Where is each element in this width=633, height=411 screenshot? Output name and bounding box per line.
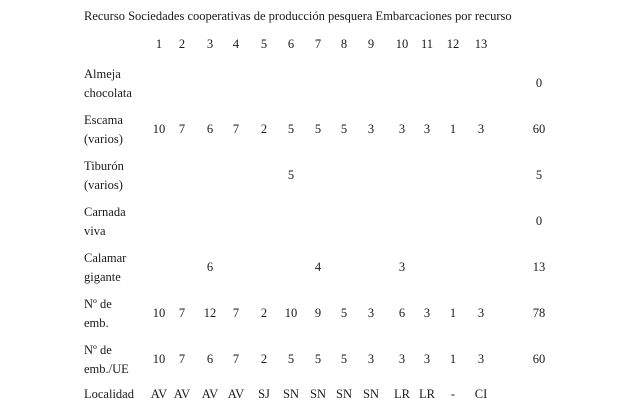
table-cell: 7 bbox=[178, 306, 186, 320]
table-cell: 7 bbox=[178, 122, 186, 136]
column-header: 10 bbox=[395, 37, 409, 51]
row-total: 13 bbox=[532, 260, 546, 274]
row-label bbox=[84, 203, 126, 241]
row-label bbox=[84, 295, 112, 333]
row-label-line: Localidad bbox=[84, 387, 134, 401]
column-header: 1 bbox=[155, 37, 163, 51]
row-total: 5 bbox=[535, 168, 543, 182]
table-cell: SN bbox=[336, 387, 352, 401]
row-label-line: Tiburón bbox=[84, 159, 124, 173]
table-cell: 10 bbox=[152, 306, 166, 320]
row-label-line: emb./UE bbox=[84, 362, 129, 376]
table-cell: 3 bbox=[477, 122, 485, 136]
row-label-line: Calamar bbox=[84, 251, 127, 265]
row-total: 0 bbox=[535, 76, 543, 90]
table-cell: 1 bbox=[449, 306, 457, 320]
column-header: 11 bbox=[420, 37, 434, 51]
column-header: 3 bbox=[206, 37, 214, 51]
table-cell: 3 bbox=[398, 122, 406, 136]
column-header: 2 bbox=[178, 37, 186, 51]
table-cell: 1 bbox=[449, 122, 457, 136]
row-label-line: chocolata bbox=[84, 86, 132, 100]
table-cell: 5 bbox=[287, 122, 295, 136]
table-cell: 3 bbox=[423, 352, 431, 366]
row-label-line: Carnada bbox=[84, 205, 126, 219]
row-label bbox=[84, 341, 129, 379]
row-label-line: viva bbox=[84, 224, 106, 238]
table-cell: LR bbox=[394, 387, 410, 401]
row-total: 0 bbox=[535, 214, 543, 228]
table-cell: 7 bbox=[232, 122, 240, 136]
table-cell: SN bbox=[310, 387, 326, 401]
table-cell: 10 bbox=[284, 306, 298, 320]
row-label-line: (varios) bbox=[84, 132, 123, 146]
column-header: 4 bbox=[232, 37, 240, 51]
table-cell: 5 bbox=[314, 122, 322, 136]
row-label-line: Nº de bbox=[84, 297, 112, 311]
row-total: 78 bbox=[532, 306, 546, 320]
table-cell: 3 bbox=[423, 122, 431, 136]
table-cell: 6 bbox=[206, 352, 214, 366]
table-cell: AV bbox=[227, 387, 245, 401]
column-header: 5 bbox=[260, 37, 268, 51]
table-cell: 6 bbox=[206, 122, 214, 136]
row-label-line: Almeja bbox=[84, 67, 121, 81]
table-cell: 7 bbox=[232, 352, 240, 366]
table-cell: 7 bbox=[232, 306, 240, 320]
table-cell: SN bbox=[363, 387, 379, 401]
row-label bbox=[84, 157, 124, 195]
table-cell: 2 bbox=[260, 122, 268, 136]
column-header: 12 bbox=[446, 37, 460, 51]
table-cell: 3 bbox=[398, 352, 406, 366]
table-cell: 6 bbox=[206, 260, 214, 274]
row-total: 60 bbox=[532, 122, 546, 136]
table-cell: AV bbox=[173, 387, 191, 401]
table-cell: SJ bbox=[258, 387, 270, 401]
row-label bbox=[84, 65, 132, 103]
table-cell: - bbox=[450, 387, 456, 401]
table-cell: LR bbox=[419, 387, 435, 401]
table-cell: 12 bbox=[203, 306, 217, 320]
column-header: 6 bbox=[287, 37, 295, 51]
column-header: 8 bbox=[340, 37, 348, 51]
column-header: 7 bbox=[314, 37, 322, 51]
table-cell: 1 bbox=[449, 352, 457, 366]
row-label bbox=[84, 111, 123, 149]
table-cell: 5 bbox=[340, 122, 348, 136]
table-title: Recurso Sociedades cooperativas de producción pesquera Embarcaciones por recurso bbox=[84, 9, 512, 23]
table-cell: 3 bbox=[367, 306, 375, 320]
table-cell: SN bbox=[283, 387, 299, 401]
row-label-line: Escama bbox=[84, 113, 123, 127]
table-cell: 7 bbox=[178, 352, 186, 366]
table-cell: AV bbox=[201, 387, 219, 401]
table-cell: 5 bbox=[287, 352, 295, 366]
table-cell: 3 bbox=[477, 352, 485, 366]
row-total: 60 bbox=[532, 352, 546, 366]
table-cell: 5 bbox=[340, 306, 348, 320]
table-cell: 3 bbox=[423, 306, 431, 320]
table-cell: 3 bbox=[477, 306, 485, 320]
column-header: 13 bbox=[474, 37, 488, 51]
table-cell: 6 bbox=[398, 306, 406, 320]
table-cell: 5 bbox=[314, 352, 322, 366]
table-cell: 2 bbox=[260, 352, 268, 366]
table-cell: 3 bbox=[398, 260, 406, 274]
row-label-line: (varios) bbox=[84, 178, 123, 192]
table-cell: 5 bbox=[340, 352, 348, 366]
row-label bbox=[84, 385, 134, 404]
table-cell: 4 bbox=[314, 260, 322, 274]
table-cell: 3 bbox=[367, 122, 375, 136]
table-cell: 10 bbox=[152, 352, 166, 366]
table-cell: CI bbox=[474, 387, 488, 401]
table-cell: 5 bbox=[287, 168, 295, 182]
table-cell: 9 bbox=[314, 306, 322, 320]
table-cell: 2 bbox=[260, 306, 268, 320]
row-label bbox=[84, 249, 126, 287]
table-cell: AV bbox=[150, 387, 168, 401]
table-cell: 10 bbox=[152, 122, 166, 136]
row-label-line: Nº de bbox=[84, 343, 112, 357]
row-label-line: emb. bbox=[84, 316, 109, 330]
row-label-line: gigante bbox=[84, 270, 121, 284]
table-cell: 3 bbox=[367, 352, 375, 366]
column-header: 9 bbox=[367, 37, 375, 51]
